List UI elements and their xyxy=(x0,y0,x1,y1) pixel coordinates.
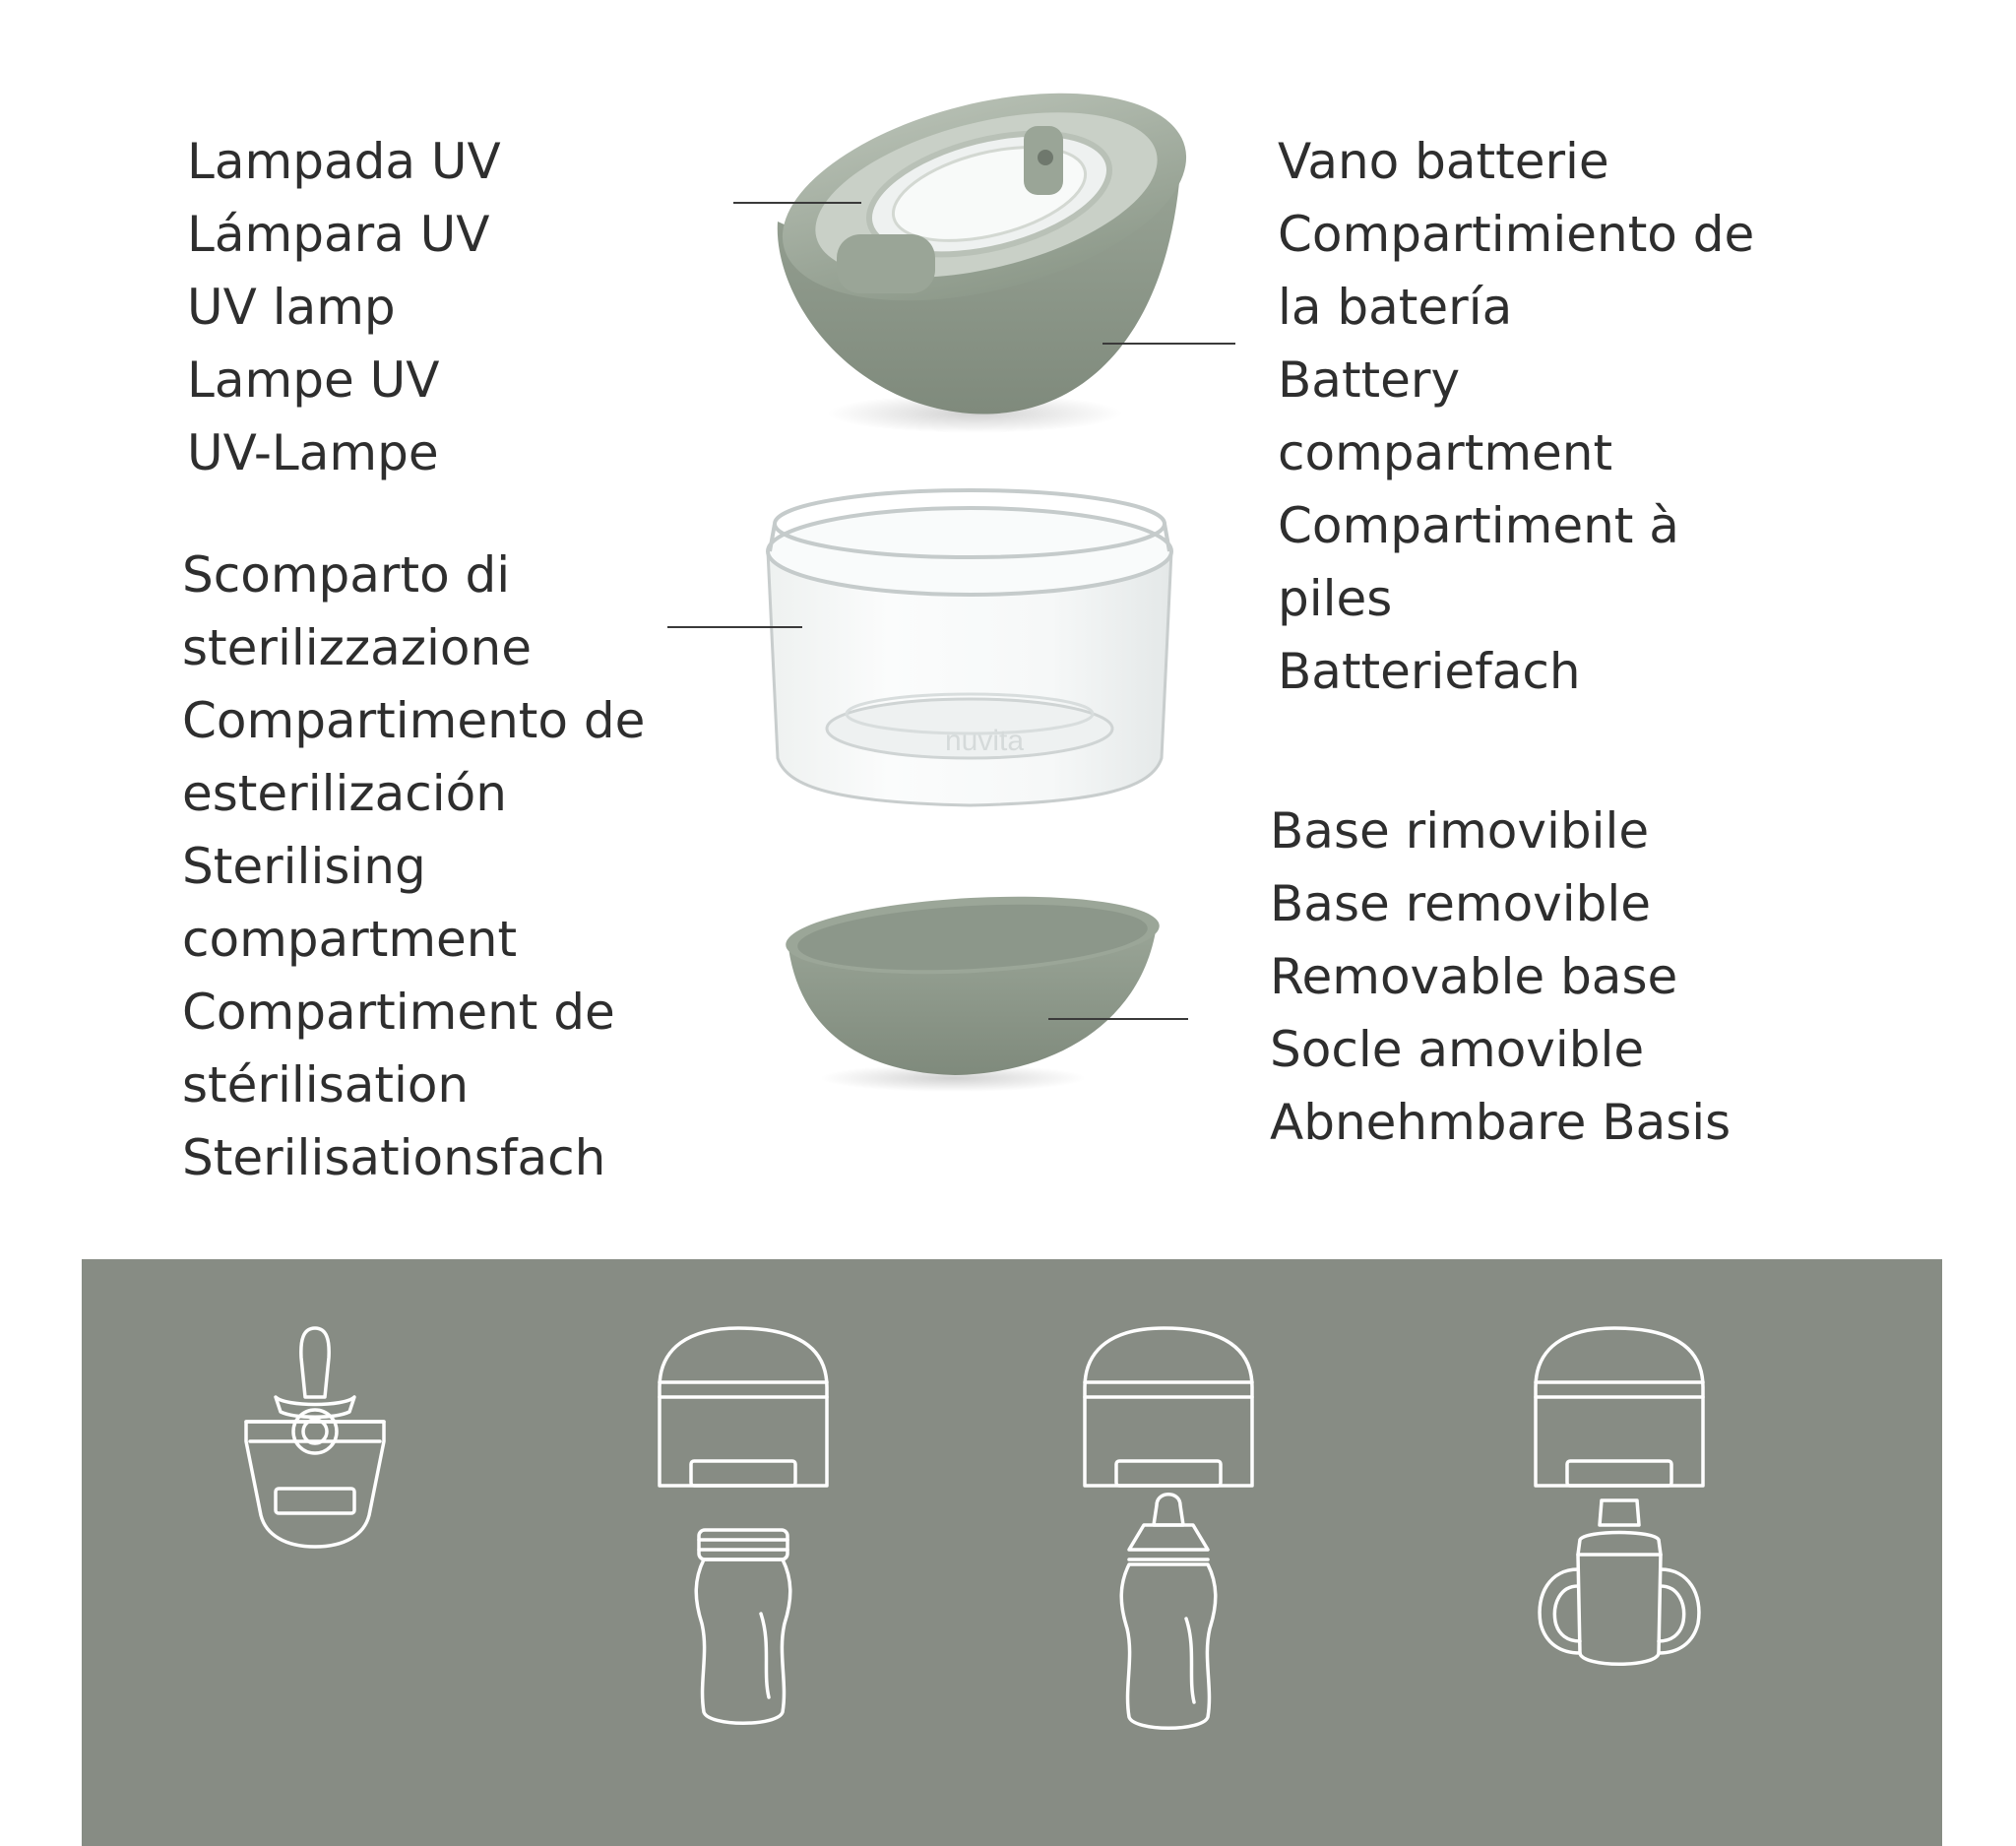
battery-compartment-labels xyxy=(1278,125,1754,708)
uv-lamp-label-it: Lampada UV xyxy=(187,133,501,190)
uv-lamp-label-de: UV-Lampe xyxy=(187,424,439,481)
lid-part xyxy=(761,56,1207,433)
sterilising-label-line: esterilización xyxy=(182,765,507,822)
clear-compartment-part xyxy=(768,490,1171,805)
base-label-line: Socle amovible xyxy=(1270,1021,1645,1078)
battery-label-line: la batería xyxy=(1278,279,1513,336)
sterilising-label-line: Sterilising xyxy=(182,838,426,895)
sterilising-label-line: Compartimento de xyxy=(182,692,646,749)
base-leader xyxy=(1048,1018,1188,1020)
sterilising-compartment-labels xyxy=(182,539,645,1194)
battery-label-line: piles xyxy=(1278,570,1393,627)
battery-label-line: Compartiment à xyxy=(1278,497,1679,554)
sterilising-label-line: stérilisation xyxy=(182,1056,470,1114)
sterilising-label-line: Compartiment de xyxy=(182,984,615,1041)
sterilising-label-line: sterilizzazione xyxy=(182,619,532,676)
sterilising-label-line: compartment xyxy=(182,911,518,968)
sterilizer-on-teat-bottle-icon xyxy=(1085,1328,1252,1728)
battery-label-line: Vano batterie xyxy=(1278,133,1609,190)
sterilising-leader xyxy=(667,626,802,628)
sterilizer-on-sippy-cup-icon xyxy=(1536,1328,1703,1664)
removable-base-labels xyxy=(1270,795,1731,1159)
uv-lamp-label-es: Lámpara UV xyxy=(187,206,490,263)
base-part xyxy=(784,888,1161,1092)
battery-label-line: Compartimiento de xyxy=(1278,206,1755,263)
base-label-line: Abnehmbare Basis xyxy=(1270,1094,1732,1151)
brand-mark: nuvita xyxy=(945,725,1025,757)
battery-label-line: Battery xyxy=(1278,351,1461,409)
base-label-line: Base removible xyxy=(1270,875,1652,932)
uv-lamp-labels xyxy=(187,125,501,489)
uv-lamp-label-fr: Lampe UV xyxy=(187,351,440,409)
uv-lamp-label-en: UV lamp xyxy=(187,279,396,336)
base-label-line: Base rimovibile xyxy=(1270,802,1650,859)
sterilising-label-line: Scomparto di xyxy=(182,546,511,604)
usage-panel xyxy=(82,1259,1942,1846)
battery-leader xyxy=(1102,343,1235,345)
uv-lamp-leader xyxy=(733,202,861,204)
battery-label-line: Batteriefach xyxy=(1278,643,1581,700)
base-label-line: Removable base xyxy=(1270,948,1678,1005)
battery-label-line: compartment xyxy=(1278,424,1613,481)
pacifier-in-sterilizer-icon xyxy=(246,1328,384,1547)
sterilizer-on-bottle-neck-icon xyxy=(660,1328,827,1723)
sterilising-label-line: Sterilisationsfach xyxy=(182,1129,606,1186)
